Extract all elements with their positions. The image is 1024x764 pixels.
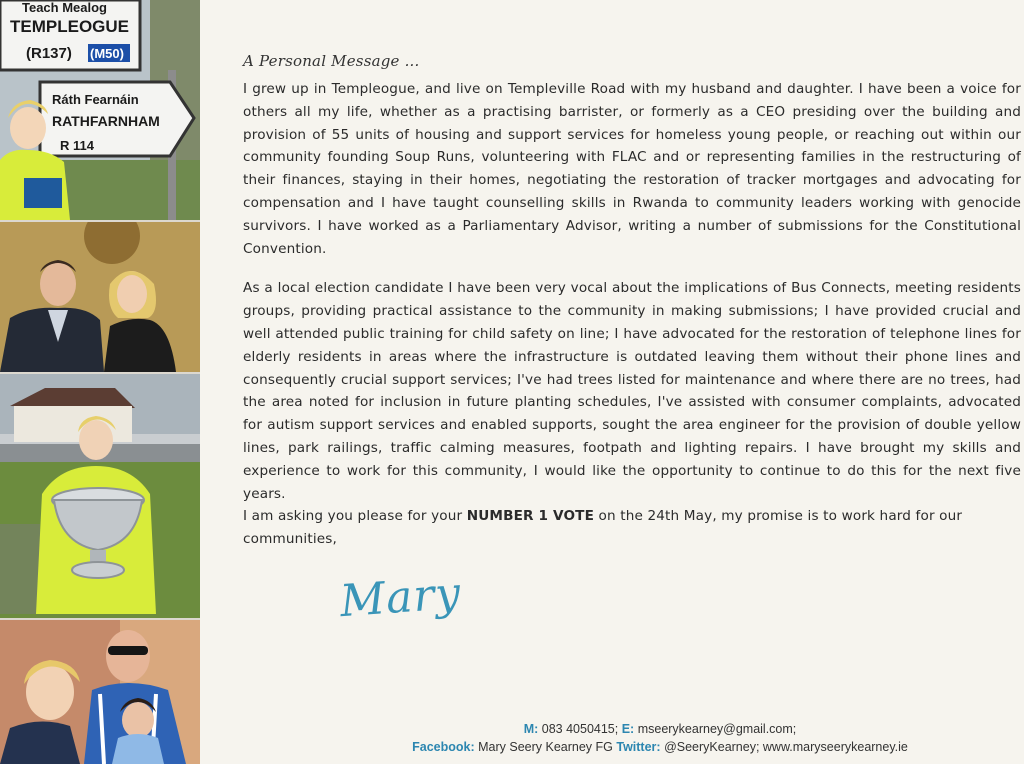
sign-route-1: (R137) [26, 45, 72, 62]
photo-family [0, 620, 200, 764]
email-label: E: [621, 722, 635, 736]
vote-request-lead: I am asking you please for your [243, 508, 467, 525]
sign2-line-1: Ráth Fearnáin [52, 92, 139, 107]
sign-line-1: Teach Mealog [22, 0, 108, 15]
sign-line-2: TEMPLEOGUE [10, 17, 130, 36]
mobile-number: 083 4050415; [541, 722, 619, 736]
twitter-handle: @SeeryKearney; www.maryseerykearney.ie [664, 740, 908, 754]
facebook-label: Facebook: [412, 740, 475, 754]
twitter-label: Twitter: [616, 740, 661, 754]
personal-message [243, 52, 1021, 551]
contact-line-1 [300, 722, 1020, 736]
road-sign-rathfarnham [40, 82, 194, 156]
message-paragraph-2: As a local election candidate I have been very vocal about the implications of Bus Connects, meeting residents groups, providing practical assistance to the community in making submissions; I have provided crucial and well attended public training for child safety on line; I have advocated for the restoration of telephone lines for elderly residents in areas where the infrastructure is outdated leaving them without their phone lines and consequently crucial support services; I've had trees listed for maintenance and where there are no trees, had the area noted for inclusion in future planting schedules, I've assisted with consumer complaints, advocated for autism support services and enabled supports, sought the area engineer for the provision of double yellow lines, park railings, traffic calming measures, footpath and lighting repairs. I have brought my skills and experience to work for this community, I would like the opportunity to continue to do this for the next five years. [243, 280, 1021, 502]
photo-road-signs [0, 0, 200, 220]
vote-request-tail: on the 24th May, my promise is to work hard for our communities, [243, 508, 963, 548]
facebook-handle: Mary Seery Kearney FG [478, 740, 613, 754]
mobile-label: M: [523, 722, 539, 736]
sign-route-2: (M50) [90, 46, 124, 61]
sign2-line-2: RATHFARNHAM [52, 113, 160, 129]
photo-trophy [0, 374, 200, 618]
contact-line-2 [300, 740, 1020, 754]
email-address: mseerykearney@gmail.com; [637, 722, 797, 736]
signature: Mary [338, 567, 463, 628]
message-paragraph-1: I grew up in Templeogue, and live on Templeville Road with my husband and daughter. I have been a voice for others all my life, whether as a practising barrister, or formerly as a CEO presiding over the building and provision of 55 units of housing and support services for homeless young people, or reaching out within our community founding Soup Runs, volunteering with FLAC and or representing families in the restructuring of their finances, staying in their homes, negotiating the restoration of tracker mortgages and advocating for compensation and I have taught counselling skills in Rwanda to community leaders working with genocide survivors. I have worked as a Parliamentary Advisor, writing a number of submissions for the Constitutional Convention. [243, 81, 1021, 257]
vote-request [243, 505, 1021, 551]
vote-request-highlight: NUMBER 1 VOTE [466, 508, 595, 525]
photo-strip [0, 0, 200, 764]
sign2-route: R 114 [60, 138, 94, 153]
photo-couple [0, 222, 200, 372]
road-sign-templeogue [0, 0, 140, 70]
message-heading: A Personal Message ... [243, 52, 420, 70]
